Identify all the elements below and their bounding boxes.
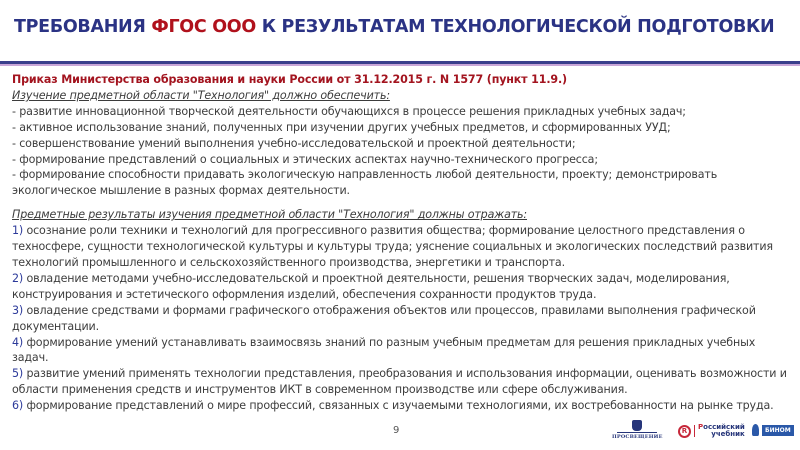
order-heading: Приказ Министерства образования и науки России от 31.12.2015 г. N 1577 (пункт 11.9.) bbox=[12, 73, 567, 86]
slide-title bbox=[14, 17, 794, 37]
logo-underline bbox=[617, 432, 657, 433]
rossiyskiy-uchebnik-logo bbox=[678, 424, 745, 438]
result-number: 6) bbox=[12, 399, 24, 413]
result-text: формирование представлений о мире профессий, связанных с изучаемыми технологиями, их востребованности на рынке труда. bbox=[23, 399, 774, 413]
prosveshchenie-logo bbox=[612, 420, 663, 440]
result-number: 1) bbox=[12, 224, 24, 238]
title-accent-fgos: ФГОС ООО bbox=[151, 17, 256, 37]
title-part-1: ТРЕБОВАНИЯ bbox=[14, 17, 152, 37]
result-number: 4) bbox=[12, 335, 24, 349]
r-circle-icon: R bbox=[678, 425, 691, 438]
result-item bbox=[12, 303, 792, 335]
result-text: овладение средствами и формами графического отображения объектов или процессов, правилами выполнения графической документации. bbox=[12, 303, 756, 333]
order-item: - формирование способности придавать экологическую направленность любой деятельности, проекту; демонстрировать экологическое мышление в разных формах деятельности. bbox=[12, 168, 718, 198]
order-item: - совершенствование умений выполнения учебно-исследовательской и проектной деятельности; bbox=[12, 136, 576, 150]
result-text: формирование умений устанавливать взаимосвязь знаний по разным учебным предметам для решения прикладных учебных задач. bbox=[12, 335, 756, 365]
result-item bbox=[12, 271, 792, 303]
slide-body bbox=[12, 72, 792, 414]
rossiyskiy-uchebnik-text bbox=[698, 424, 745, 438]
binom-bird-icon bbox=[752, 424, 759, 436]
title-divider-accent bbox=[0, 64, 800, 66]
spacer bbox=[12, 199, 792, 207]
result-item bbox=[12, 335, 792, 367]
binom-logo-text: БИНОМ bbox=[762, 425, 794, 436]
logo-letter-r: Р bbox=[698, 423, 704, 431]
title-part-2: К РЕЗУЛЬТАТАМ ТЕХНОЛОГИЧЕСКОЙ ПОДГОТОВКИ bbox=[255, 17, 775, 37]
prosveshchenie-logo-text: ПРОСВЕЩЕНИЕ bbox=[612, 434, 663, 440]
logo-separator bbox=[694, 425, 695, 437]
order-subheading: Изучение предметной области "Технология" должно обеспечить: bbox=[12, 88, 390, 102]
result-item bbox=[12, 366, 792, 398]
results-heading: Предметные результаты изучения предметной области "Технология" должны отражать: bbox=[12, 208, 528, 222]
footer-logos bbox=[0, 420, 800, 448]
binom-logo bbox=[752, 424, 794, 436]
result-number: 3) bbox=[12, 303, 24, 317]
result-text: развитие умений применять технологии представления, преобразования и использования информации, оценивать возможности и области применения средств и инструментов ИКТ в современном производстве или сфере обслуживания. bbox=[12, 367, 787, 397]
result-text: осознание роли техники и технологий для прогрессивного развития общества; формирование целостного представления о техносфере, сущности технологической культуры и культуры труда; уяснение социальных и экологических последствий развития технологий промышленного и сельскохозяйственного производства, энергетики и транспорта. bbox=[12, 224, 773, 269]
logo-word-rossiyskiy: оссийский bbox=[703, 423, 745, 431]
order-item: - активное использование знаний, полученных при изучении других учебных предметов, и сформированных УУД; bbox=[12, 120, 671, 134]
result-item bbox=[12, 223, 792, 271]
page-number: 9 bbox=[393, 425, 400, 436]
result-text: овладение методами учебно-исследовательской и проектной деятельности, решения творческих задач, моделирования, конструирования и эстетического оформления изделий, обеспечения сохранности продуктов труда. bbox=[12, 271, 730, 301]
prosveshchenie-emblem-icon bbox=[632, 420, 642, 431]
order-item: - развитие инновационной творческой деятельности обучающихся в процессе решения прикладных учебных задач; bbox=[12, 104, 686, 118]
result-number: 2) bbox=[12, 271, 24, 285]
result-item bbox=[12, 398, 792, 414]
logo-word-uchebnik: учебник bbox=[711, 430, 745, 438]
order-item: - формирование представлений о социальных и этических аспектах научно-технического прогресса; bbox=[12, 152, 598, 166]
result-number: 5) bbox=[12, 367, 24, 381]
